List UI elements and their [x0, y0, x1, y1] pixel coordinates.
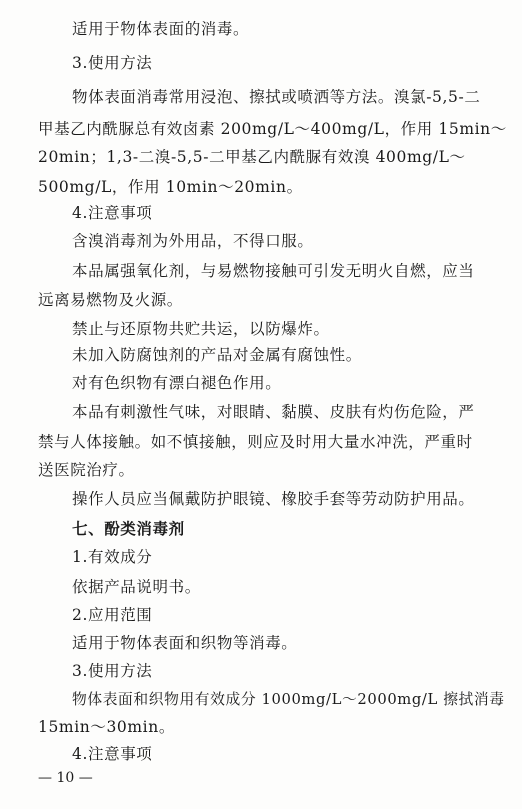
text-line: 适用于物体表面的消毒。: [72, 20, 250, 38]
text-line: 送医院治疗。: [38, 461, 135, 479]
section-subheading: 4.注意事项: [72, 745, 153, 763]
text-line: 未加入防腐蚀剂的产品对金属有腐蚀性。: [72, 346, 362, 364]
text-line: 对有色织物有漂白褪色作用。: [72, 374, 282, 392]
text-line: 远离易燃物及火源。: [38, 291, 183, 309]
text-line: 500mg/L，作用 10min～20min。: [38, 178, 303, 196]
text-line: 物体表面和织物用有效成分 1000mg/L～2000mg/L 擦拭消毒: [72, 691, 505, 708]
section-subheading: 3.使用方法: [72, 54, 153, 72]
text-line: 适用于物体表面和织物等消毒。: [72, 634, 298, 652]
section-subheading: 4.注意事项: [72, 204, 153, 222]
text-line: 禁与人体接触。如不慎接触，则应及时用大量水冲洗，严重时: [38, 433, 473, 451]
section-subheading: 3.使用方法: [72, 662, 153, 680]
text-line: 本品有刺激性气味，对眼睛、黏膜、皮肤有灼伤危险，严: [72, 403, 475, 421]
text-line: 物体表面消毒常用浸泡、擦拭或喷洒等方法。溴氯-5,5-二: [72, 88, 481, 106]
section-subheading: 1.有效成分: [72, 548, 153, 566]
text-line: 禁止与还原物共贮共运，以防爆炸。: [72, 320, 330, 338]
text-line: 15min～30min。: [38, 718, 175, 736]
page-number: — 10 —: [38, 770, 93, 786]
text-line: 含溴消毒剂为外用品，不得口服。: [72, 232, 314, 250]
text-line: 本品属强氧化剂，与易燃物接触可引发无明火自燃，应当: [72, 262, 475, 280]
section-heading: 七、酚类消毒剂: [72, 520, 185, 538]
text-line: 依据产品说明书。: [72, 578, 201, 596]
text-line: 20min；1,3-二溴-5,5-二甲基乙内酰脲有效溴 400mg/L～: [38, 148, 466, 166]
section-subheading: 2.应用范围: [72, 606, 153, 624]
text-line: 甲基乙内酰脲总有效卤素 200mg/L～400mg/L，作用 15min～: [38, 120, 507, 138]
text-line: 操作人员应当佩戴防护眼镜、橡胶手套等劳动防护用品。: [72, 490, 475, 508]
